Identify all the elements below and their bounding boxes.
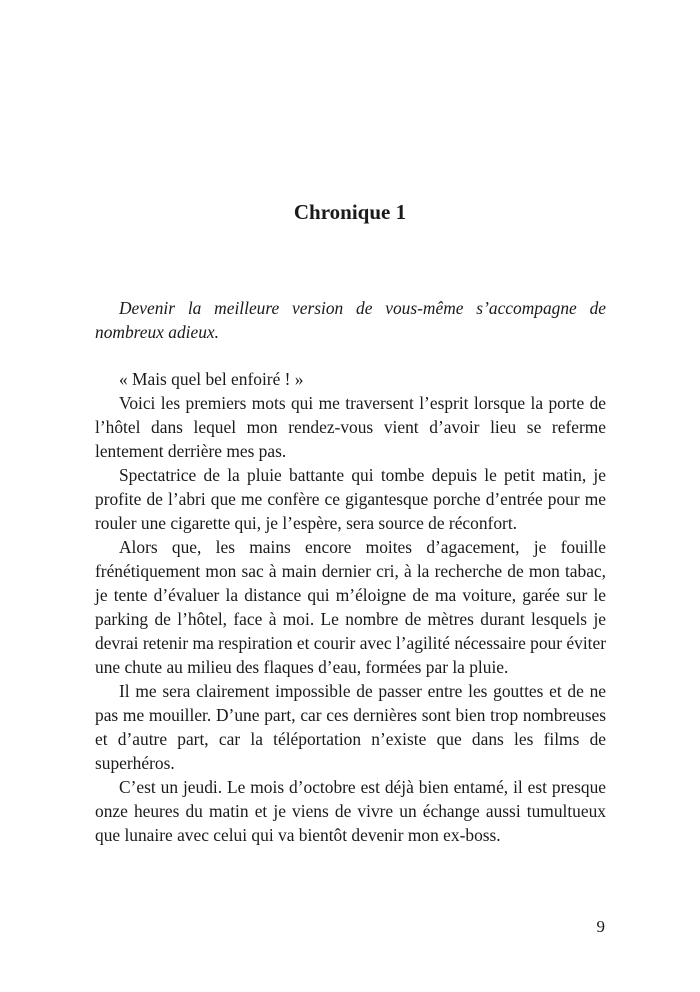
paragraph: « Mais quel bel enfoiré ! » [119,369,304,389]
paragraph: Alors que, les mains encore moites d’agacement, je fouille frénétiquement mon sac à main dernier cri, à la recherche de mon tabac, je tente d’évaluer la distance qui m’éloigne de ma voiture, garée sur le parking de l’hôtel, face à moi. Le nombre de mètres durant lesquels je devrai retenir ma respiration et courir avec l’agilité nécessaire pour éviter une chute au milieu des flaques d’eau, formées par la pluie. [95,537,606,677]
chapter-title: Chronique 1 [293,200,407,224]
paragraph: Voici les premiers mots qui me traversent l’esprit lorsque la porte de l’hôtel dans lequel mon rendez-vous vient d’avoir lieu se referme lentement derrière mes pas. [95,393,606,461]
page-number: 9 [596,917,605,936]
paragraph: C’est un jeudi. Le mois d’octobre est déjà bien entamé, il est presque onze heures du matin et je viens de vivre un échange aussi tumultueux que lunaire avec celui qui va bientôt devenir mon ex-boss. [95,777,606,845]
paragraph: Il me sera clairement impossible de passer entre les gouttes et de ne pas me mouiller. D’une part, car ces dernières sont bien trop nombreuses et d’autre part, car la téléportation n’existe que dans les films de superhéros. [95,681,606,773]
epigraph: Devenir la meilleure version de vous-même s’accompagne de nombreux adieux. [95,298,606,342]
chapter-body [95,296,606,847]
paragraph: Spectatrice de la pluie battante qui tombe depuis le petit matin, je profite de l’abri que me confère ce gigantesque porche d’entrée pour me rouler une cigarette qui, je l’espère, sera source de réconfort. [95,465,606,533]
